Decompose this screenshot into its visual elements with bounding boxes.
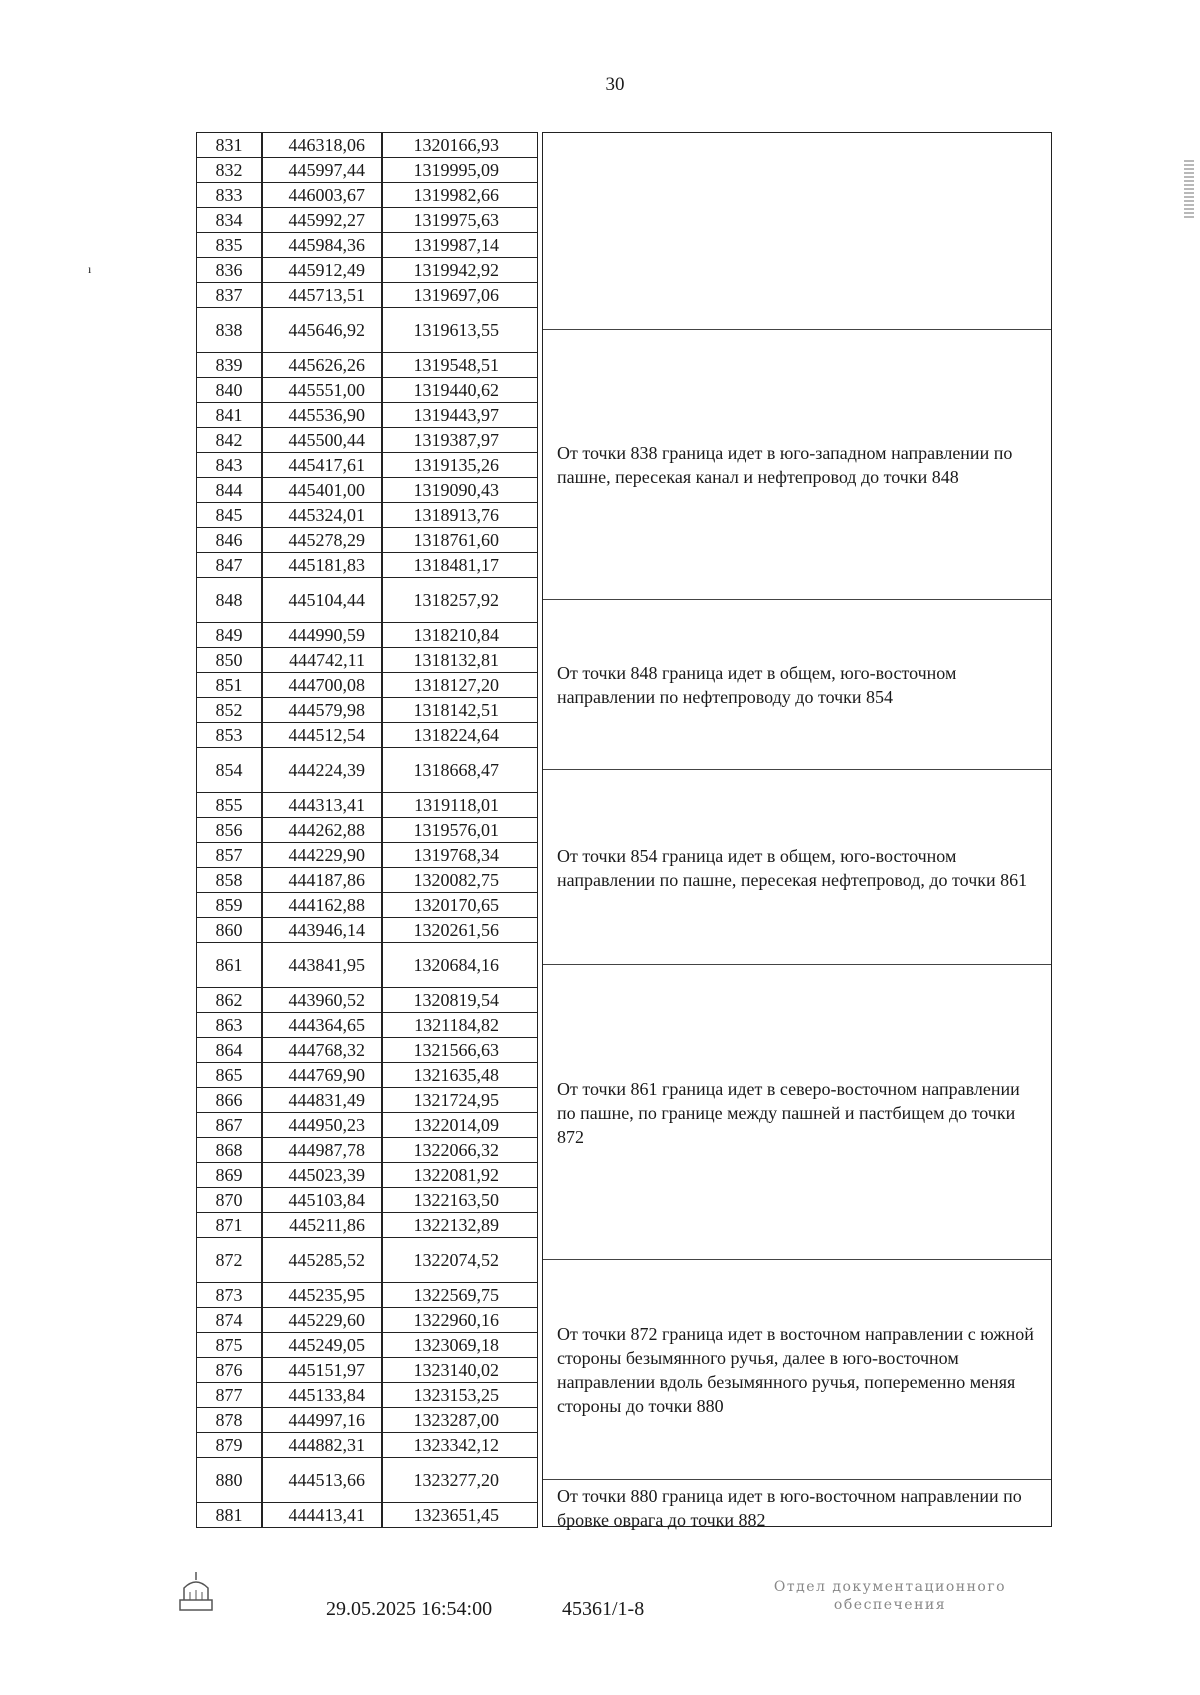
table-row — [197, 403, 537, 428]
y-coordinate: 1323651,45 — [413, 1505, 499, 1525]
table-row — [197, 818, 537, 843]
point-number: 873 — [215, 1285, 243, 1305]
stamp-line-2: обеспечения — [833, 1597, 947, 1613]
table-row — [197, 428, 537, 453]
y-coordinate: 1319387,97 — [413, 430, 499, 450]
point-number: 834 — [215, 210, 243, 230]
y-coordinate: 1318257,92 — [413, 590, 499, 610]
table-row — [197, 893, 537, 918]
x-coordinate: 445536,90 — [288, 405, 365, 425]
y-coordinate: 1322066,32 — [413, 1140, 499, 1160]
table-row — [197, 258, 537, 283]
x-coordinate: 445249,05 — [288, 1335, 365, 1355]
y-coordinate: 1322014,09 — [413, 1115, 499, 1135]
description-text: От точки 848 граница идет в общем, юго-восточном направлении по нефтепроводу до точки 854 — [557, 663, 957, 707]
table-row — [197, 793, 537, 818]
description-text: От точки 838 граница идет в юго-западном направлении по пашне, пересекая канал и нефтепровод до точки 848 — [557, 443, 1013, 487]
point-number: 872 — [215, 1250, 243, 1270]
table-row — [197, 1138, 537, 1163]
table-row — [197, 208, 537, 233]
description-cell — [543, 1480, 1051, 1528]
table-row — [197, 1458, 537, 1503]
x-coordinate: 443946,14 — [288, 920, 365, 940]
page-number: 30 — [605, 74, 625, 95]
table-row — [197, 623, 537, 648]
point-number: 871 — [215, 1215, 243, 1235]
y-coordinate: 1321566,63 — [413, 1040, 499, 1060]
point-number: 836 — [215, 260, 243, 280]
description-cell — [543, 1260, 1051, 1480]
x-coordinate: 445151,97 — [288, 1360, 365, 1380]
y-coordinate: 1318761,60 — [413, 530, 499, 550]
table-row — [197, 698, 537, 723]
x-coordinate: 444313,41 — [288, 795, 365, 815]
table-row — [197, 868, 537, 893]
point-number: 866 — [215, 1090, 243, 1110]
x-coordinate: 445401,00 — [288, 480, 365, 500]
x-coordinate: 445229,60 — [288, 1310, 365, 1330]
point-number: 881 — [215, 1505, 243, 1525]
table-row — [197, 1238, 537, 1283]
x-coordinate: 444987,78 — [288, 1140, 365, 1160]
y-coordinate: 1323277,20 — [413, 1470, 499, 1490]
scan-artifact — [1184, 160, 1194, 220]
y-coordinate: 1322132,89 — [413, 1215, 499, 1235]
stamp-line-1: Отдел документационного — [773, 1579, 1007, 1595]
x-coordinate: 445211,86 — [289, 1215, 365, 1235]
y-coordinate: 1321184,82 — [414, 1015, 499, 1035]
y-coordinate: 1320166,93 — [413, 135, 499, 155]
point-number: 847 — [215, 555, 243, 575]
x-coordinate: 444364,65 — [288, 1015, 365, 1035]
x-coordinate: 444990,59 — [288, 625, 365, 645]
x-coordinate: 444229,90 — [288, 845, 365, 865]
x-coordinate: 445500,44 — [288, 430, 365, 450]
point-number: 831 — [215, 135, 243, 155]
y-coordinate: 1319982,66 — [413, 185, 499, 205]
x-coordinate: 444700,08 — [288, 675, 365, 695]
x-coordinate: 444831,49 — [288, 1090, 365, 1110]
x-coordinate: 445626,26 — [288, 355, 365, 375]
x-coordinate: 444413,41 — [288, 1505, 365, 1525]
y-coordinate: 1322569,75 — [413, 1285, 499, 1305]
y-coordinate: 1319443,97 — [413, 405, 499, 425]
point-number: 838 — [215, 320, 243, 340]
x-coordinate: 445713,51 — [288, 285, 365, 305]
y-coordinate: 1319613,55 — [413, 320, 499, 340]
y-coordinate: 1320684,16 — [413, 955, 499, 975]
y-coordinate: 1322163,50 — [413, 1190, 499, 1210]
y-coordinate: 1319548,51 — [413, 355, 499, 375]
point-number: 869 — [215, 1165, 243, 1185]
x-coordinate: 444187,86 — [288, 870, 365, 890]
point-number: 835 — [215, 235, 243, 255]
table-row — [197, 353, 537, 378]
table-row — [197, 158, 537, 183]
x-coordinate: 445103,84 — [288, 1190, 365, 1210]
point-number: 853 — [215, 725, 243, 745]
y-coordinate: 1319975,63 — [413, 210, 499, 230]
x-coordinate: 444950,23 — [288, 1115, 365, 1135]
table-row — [197, 1013, 537, 1038]
y-coordinate: 1319576,01 — [413, 820, 499, 840]
x-coordinate: 445912,49 — [288, 260, 365, 280]
x-coordinate: 445417,61 — [288, 455, 365, 475]
table-row — [197, 648, 537, 673]
column-divider — [261, 133, 263, 1528]
table-row — [197, 943, 537, 988]
point-number: 864 — [215, 1040, 243, 1060]
table-row — [197, 308, 537, 353]
description-cell — [543, 330, 1051, 600]
point-number: 840 — [215, 380, 243, 400]
point-number: 862 — [215, 990, 243, 1010]
y-coordinate: 1318224,64 — [413, 725, 499, 745]
point-number: 855 — [215, 795, 243, 815]
y-coordinate: 1319697,06 — [413, 285, 499, 305]
table-row — [197, 233, 537, 258]
x-coordinate: 444262,88 — [288, 820, 365, 840]
point-number: 844 — [215, 480, 243, 500]
point-number: 858 — [215, 870, 243, 890]
table-row — [197, 1188, 537, 1213]
y-coordinate: 1318142,51 — [413, 700, 499, 720]
table-row — [197, 843, 537, 868]
table-row — [197, 748, 537, 793]
column-divider — [381, 133, 383, 1528]
table-row — [197, 1113, 537, 1138]
y-coordinate: 1323153,25 — [413, 1385, 499, 1405]
description-cell — [543, 965, 1051, 1260]
point-number: 848 — [215, 590, 243, 610]
point-number: 880 — [215, 1470, 243, 1490]
x-coordinate: 445984,36 — [288, 235, 365, 255]
y-coordinate: 1323342,12 — [413, 1435, 499, 1455]
table-row — [197, 1308, 537, 1333]
table-row — [197, 918, 537, 943]
point-number: 850 — [215, 650, 243, 670]
margin-mark: ı — [88, 262, 92, 276]
table-row — [197, 183, 537, 208]
x-coordinate: 444512,54 — [288, 725, 365, 745]
point-number: 837 — [215, 285, 243, 305]
y-coordinate: 1318668,47 — [413, 760, 499, 780]
point-number: 879 — [215, 1435, 243, 1455]
description-cell — [543, 600, 1051, 770]
y-coordinate: 1320082,75 — [413, 870, 499, 890]
table-row — [197, 673, 537, 698]
y-coordinate: 1319090,43 — [413, 480, 499, 500]
y-coordinate: 1318481,17 — [413, 555, 499, 575]
y-coordinate: 1323069,18 — [413, 1335, 499, 1355]
description-cell — [543, 770, 1051, 965]
table-row — [197, 503, 537, 528]
y-coordinate: 1320819,54 — [413, 990, 499, 1010]
y-coordinate: 1318913,76 — [413, 505, 499, 525]
table-row — [197, 1063, 537, 1088]
description-text: От точки 854 граница идет в общем, юго-восточном направлении по пашне, пересекая нефтепровод, до точки 861 — [557, 845, 1028, 890]
organization-logo — [176, 1570, 216, 1614]
point-number: 859 — [215, 895, 243, 915]
table-row — [197, 1038, 537, 1063]
table-row — [197, 1213, 537, 1238]
y-coordinate: 1319987,14 — [413, 235, 499, 255]
table-row — [197, 1408, 537, 1433]
x-coordinate: 445104,44 — [288, 590, 365, 610]
point-number: 846 — [215, 530, 243, 550]
point-number: 863 — [215, 1015, 243, 1035]
x-coordinate: 444769,90 — [288, 1065, 365, 1085]
point-number: 860 — [215, 920, 243, 940]
table-row — [197, 378, 537, 403]
y-coordinate: 1318127,20 — [413, 675, 499, 695]
point-number: 833 — [215, 185, 243, 205]
x-coordinate: 444997,16 — [288, 1410, 365, 1430]
point-number: 842 — [215, 430, 243, 450]
y-coordinate: 1320170,65 — [413, 895, 499, 915]
y-coordinate: 1319135,26 — [413, 455, 499, 475]
point-number: 878 — [215, 1410, 243, 1430]
table-row — [197, 1283, 537, 1308]
description-text: От точки 861 граница идет в северо-восточном направлении по пашне, по границе между пашней и пастбищем до точки 872 — [557, 1078, 1020, 1147]
x-coordinate: 445023,39 — [288, 1165, 365, 1185]
x-coordinate: 444882,31 — [288, 1435, 365, 1455]
x-coordinate: 445646,92 — [288, 320, 365, 340]
table-row — [197, 1088, 537, 1113]
point-number: 877 — [215, 1385, 243, 1405]
y-coordinate: 1320261,56 — [413, 920, 499, 940]
table-row — [197, 1163, 537, 1188]
y-coordinate: 1319942,92 — [413, 260, 499, 280]
x-coordinate: 445997,44 — [288, 160, 365, 180]
table-row — [197, 1383, 537, 1408]
point-number: 861 — [215, 955, 243, 975]
y-coordinate: 1319995,09 — [413, 160, 499, 180]
x-coordinate: 444742,11 — [289, 650, 365, 670]
point-number: 852 — [215, 700, 243, 720]
point-number: 868 — [215, 1140, 243, 1160]
point-number: 856 — [215, 820, 243, 840]
y-coordinate: 1323287,00 — [413, 1410, 499, 1430]
table-row — [197, 453, 537, 478]
table-row — [197, 553, 537, 578]
coordinates-column — [196, 132, 538, 1528]
y-coordinate: 1321635,48 — [413, 1065, 499, 1085]
table-row — [197, 1333, 537, 1358]
x-coordinate: 444579,98 — [288, 700, 365, 720]
x-coordinate: 445181,83 — [288, 555, 365, 575]
point-number: 832 — [215, 160, 243, 180]
y-coordinate: 1319118,01 — [414, 795, 499, 815]
y-coordinate: 1319768,34 — [413, 845, 499, 865]
footer-doc-number: 45361/1-8 — [562, 1598, 645, 1620]
x-coordinate: 445992,27 — [288, 210, 365, 230]
x-coordinate: 444162,88 — [288, 895, 365, 915]
table-row — [197, 528, 537, 553]
point-number: 857 — [215, 845, 243, 865]
description-cell — [543, 133, 1051, 330]
x-coordinate: 445235,95 — [288, 1285, 365, 1305]
table-row — [197, 133, 537, 158]
x-coordinate: 446318,06 — [288, 135, 365, 155]
point-number: 841 — [215, 405, 243, 425]
description-column — [542, 132, 1052, 1530]
table-row — [197, 723, 537, 748]
department-stamp — [740, 1578, 1040, 1614]
point-number: 845 — [215, 505, 243, 525]
point-number: 876 — [215, 1360, 243, 1380]
point-number: 839 — [215, 355, 243, 375]
y-coordinate: 1318132,81 — [413, 650, 499, 670]
y-coordinate: 1323140,02 — [413, 1360, 499, 1380]
y-coordinate: 1322960,16 — [413, 1310, 499, 1330]
point-number: 875 — [215, 1335, 243, 1355]
table-row — [197, 578, 537, 623]
y-coordinate: 1318210,84 — [413, 625, 499, 645]
x-coordinate: 445551,00 — [288, 380, 365, 400]
x-coordinate: 443841,95 — [288, 955, 365, 975]
table-row — [197, 1358, 537, 1383]
x-coordinate: 443960,52 — [288, 990, 365, 1010]
description-text: От точки 872 граница идет в восточном направлении с южной стороны безымянного ручья, далее в юго-восточном направлении вдоль безымянного ручья, попеременно меняя стороны до точки 880 — [557, 1324, 1034, 1416]
table-row — [197, 988, 537, 1013]
point-number: 851 — [215, 675, 243, 695]
x-coordinate: 444768,32 — [288, 1040, 365, 1060]
x-coordinate: 445285,52 — [288, 1250, 365, 1270]
point-number: 843 — [215, 455, 243, 475]
x-coordinate: 445133,84 — [288, 1385, 365, 1405]
x-coordinate: 445324,01 — [288, 505, 365, 525]
description-text: От точки 880 граница идет в юго-восточном направлении по бровке оврага до точки 882 — [557, 1486, 1022, 1530]
x-coordinate: 446003,67 — [288, 185, 365, 205]
table-row — [197, 1433, 537, 1458]
table-row — [197, 283, 537, 308]
x-coordinate: 445278,29 — [288, 530, 365, 550]
table-row — [197, 1503, 537, 1528]
point-number: 865 — [215, 1065, 243, 1085]
footer-datetime: 29.05.2025 16:54:00 — [326, 1598, 493, 1620]
point-number: 870 — [215, 1190, 243, 1210]
y-coordinate: 1319440,62 — [413, 380, 499, 400]
y-coordinate: 1321724,95 — [413, 1090, 499, 1110]
x-coordinate: 444224,39 — [288, 760, 365, 780]
table-row — [197, 478, 537, 503]
y-coordinate: 1322074,52 — [413, 1250, 499, 1270]
point-number: 849 — [215, 625, 243, 645]
x-coordinate: 444513,66 — [288, 1470, 365, 1490]
point-number: 874 — [215, 1310, 243, 1330]
point-number: 867 — [215, 1115, 243, 1135]
point-number: 854 — [215, 760, 243, 780]
y-coordinate: 1322081,92 — [413, 1165, 499, 1185]
